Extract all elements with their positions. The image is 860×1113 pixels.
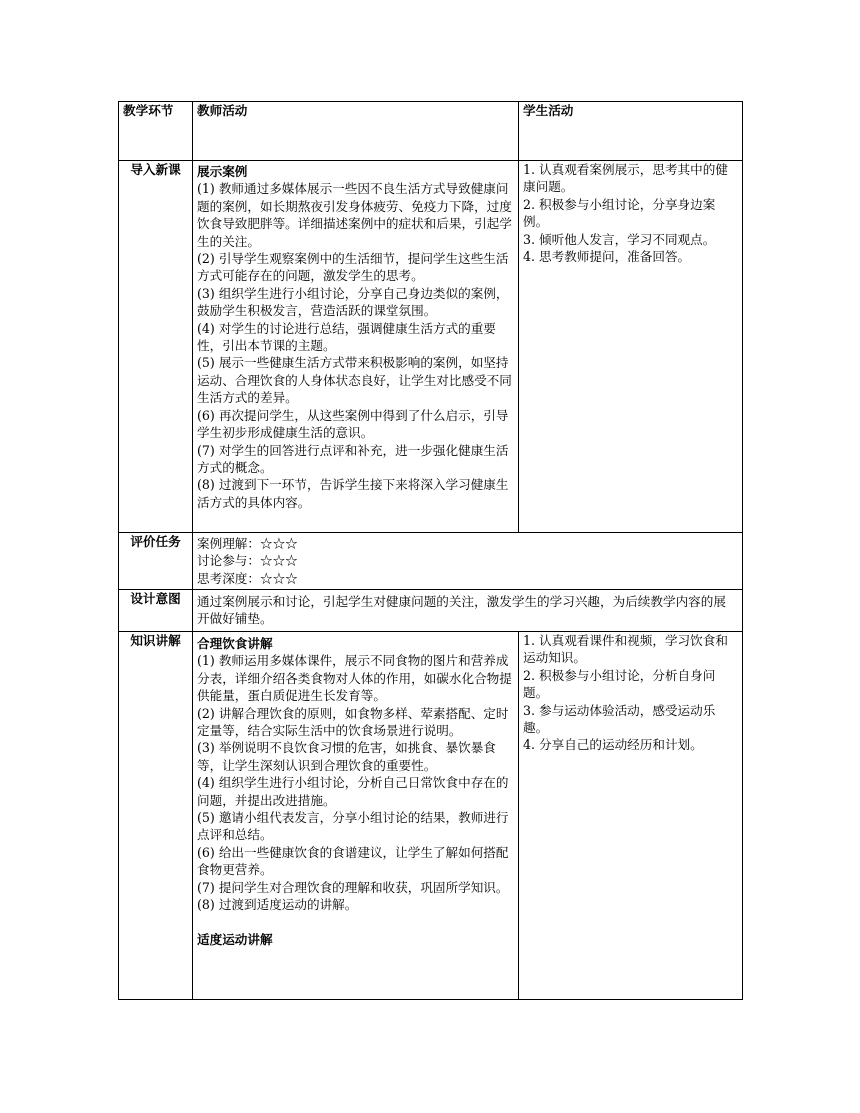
header-student-activity: 学生活动 [519, 102, 743, 161]
knowledge-student-item: 4. 分享自己的运动经历和计划。 [523, 737, 703, 753]
evaluation-cell [193, 533, 743, 590]
intro-label: 导入新课 [119, 161, 193, 533]
knowledge-student-item: 3. 参与运动体验活动，感受运动乐趣。 [523, 702, 716, 736]
header-stage: 教学环节 [119, 102, 193, 161]
evaluation-item: 讨论参与：☆☆☆ [197, 553, 298, 569]
knowledge-teacher-item: (3) 举例说明不良饮食习惯的危害，如挑食、暴饮暴食等，让学生深刻认识到合理饮食的重要性。 [197, 740, 496, 773]
knowledge-teacher-item: (2) 讲解合理饮食的原则，如食物多样、荤素搭配、定时定量等，结合实际生活中的饮食场景进行说明。 [197, 705, 509, 739]
intro-teacher-item: (2) 引导学生观察案例中的生活细节，提问学生这些生活方式可能存在的问题，激发学生的思考。 [197, 251, 509, 284]
intro-teacher-item: (6) 再次提问学生，从这些案例中得到了什么启示，引导学生初步形成健康生活的意识。 [197, 407, 509, 441]
intro-student-item: 2. 积极参与小组讨论，分享身边案例。 [523, 196, 716, 230]
knowledge-student-cell [519, 632, 743, 1000]
header-row [119, 102, 743, 161]
knowledge-teacher-item: (1) 教师运用多媒体课件，展示不同食物的图片和营养成分表，详细介绍各类食物对人体的作用，如碳水化合物提供能量，蛋白质促进生长发育等。 [197, 653, 512, 704]
knowledge-student-item: 2. 积极参与小组讨论，分析自身问题。 [523, 667, 716, 701]
intro-student-item: 4. 思考教师提问，准备回答。 [523, 249, 691, 265]
intro-row [119, 161, 743, 533]
intro-teacher-title: 展示案例 [197, 164, 248, 179]
intro-student-cell [519, 161, 743, 533]
design-cell [193, 590, 743, 632]
design-row [119, 590, 743, 632]
knowledge-teacher-item: (7) 提问学生对合理饮食的理解和收获，巩固所学知识。 [197, 879, 509, 895]
evaluation-label: 评价任务 [119, 533, 193, 590]
knowledge-teacher-title-2: 适度运动讲解 [197, 931, 273, 947]
intro-teacher-item: (7) 对学生的回答进行点评和补充，进一步强化健康生活方式的概念。 [197, 442, 509, 475]
evaluation-item: 案例理解：☆☆☆ [197, 536, 298, 551]
knowledge-row [119, 632, 743, 1000]
lesson-plan-table [118, 101, 743, 1000]
design-text: 通过案例展示和讨论，引起学生对健康问题的关注，激发学生的学习兴趣，为后续教学内容的展开做好铺垫。 [197, 594, 726, 627]
knowledge-teacher-item: (8) 过渡到适度运动的讲解。 [197, 897, 358, 913]
intro-teacher-item: (1) 教师通过多媒体展示一些因不良生活方式导致健康问题的案例，如长期熬夜引发身体疲劳、免疫力下降，过度饮食导致肥胖等。详细描述案例中的症状和后果，引起学生的关注。 [197, 181, 512, 249]
knowledge-label: 知识讲解 [119, 632, 193, 1000]
knowledge-teacher-item: (6) 给出一些健康饮食的食谱建议，让学生了解如何搭配食物更营养。 [197, 844, 509, 878]
intro-teacher-cell [193, 161, 519, 533]
intro-teacher-item: (3) 组织学生进行小组讨论，分享自己身边类似的案例，鼓励学生积极发言，营造活跃的课堂氛围。 [197, 285, 509, 319]
evaluation-item: 思考深度：☆☆☆ [197, 570, 298, 586]
intro-teacher-item: (4) 对学生的讨论进行总结，强调健康生活方式的重要性，引出本节课的主题。 [197, 320, 496, 354]
evaluation-row [119, 533, 743, 590]
header-teacher-activity: 教师活动 [193, 102, 519, 161]
intro-student-item: 3. 倾听他人发言，学习不同观点。 [523, 231, 716, 247]
intro-teacher-item: (8) 过渡到下一环节，告诉学生接下来将深入学习健康生活方式的具体内容。 [197, 477, 509, 510]
knowledge-student-item: 1. 认真观看课件和视频，学习饮食和运动知识。 [523, 633, 728, 666]
knowledge-teacher-cell [193, 632, 519, 1000]
spacer [197, 914, 514, 931]
intro-teacher-item: (5) 展示一些健康生活方式带来积极影响的案例，如坚持运动、合理饮食的人身体状态良好，让学生对比感受不同生活方式的差异。 [197, 355, 512, 406]
knowledge-teacher-item: (5) 邀请小组代表发言，分享小组讨论的结果，教师进行点评和总结。 [197, 810, 509, 843]
knowledge-teacher-item: (4) 组织学生进行小组讨论，分析自己日常饮食中存在的问题，并提出改进措施。 [197, 775, 509, 808]
knowledge-teacher-title: 合理饮食讲解 [197, 636, 273, 651]
intro-student-item: 1. 认真观看案例展示，思考其中的健康问题。 [523, 162, 728, 195]
design-label: 设计意图 [119, 590, 193, 632]
